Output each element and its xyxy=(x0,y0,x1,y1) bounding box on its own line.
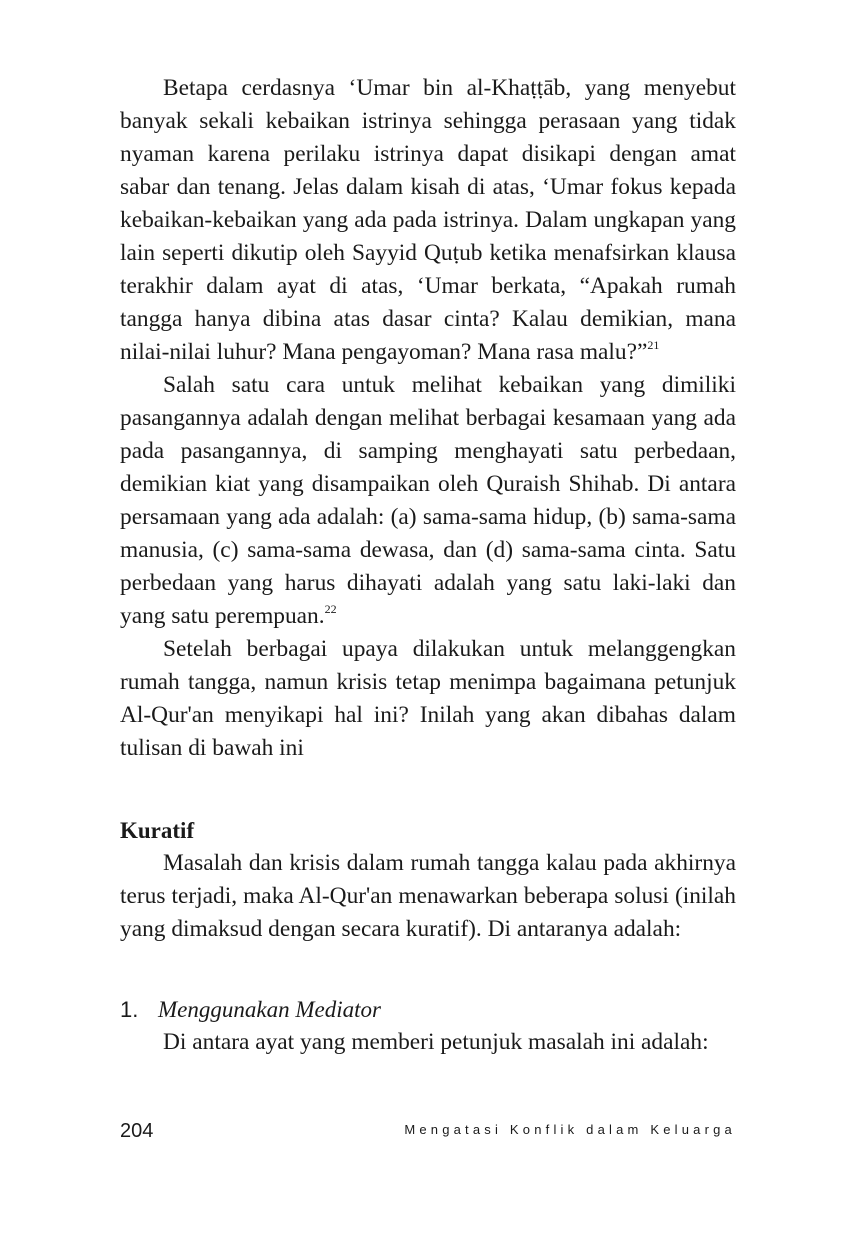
paragraph-kesamaan xyxy=(120,369,736,633)
page-footer xyxy=(120,1120,736,1150)
paragraph-krisis: Setelah berbagai upaya dilakukan untuk melanggengkan rumah tangga, namun krisis tetap menimpa bagaimana petunjuk Al-Qur'an menyikapi hal ini? Inilah yang akan dibahas dalam tulisan di bawah ini xyxy=(120,636,736,761)
list-item xyxy=(120,993,736,1026)
running-title: Mengatasi Konflik dalam Keluarga xyxy=(404,1122,736,1137)
page-number: 204 xyxy=(120,1120,154,1142)
paragraph-text: Salah satu cara untuk melihat kebaikan yang dimiliki pasangannya adalah dengan melihat berbagai kesamaan yang ada pada pasangannya, di samping menghayati satu perbedaan, demikian kiat yang disampaikan oleh Quraish Shihab. Di antara persamaan yang ada adalah: (a) sama-sama hidup, (b) sama-sama manusia, (c) sama-sama dewasa, dan (d) sama-sama cinta. Satu perbedaan yang harus dihayati adalah yang satu laki-laki dan yang satu perempuan. xyxy=(120,372,736,629)
paragraph-text: Betapa cerdasnya ‘Umar bin al-Khaṭṭāb, yang menyebut banyak sekali kebaikan istrinya sehingga perasaan yang tidak nyaman karena perilaku istrinya dapat disikapi dengan amat sabar dan tenang. Jelas dalam kisah di atas, ‘Umar fokus kepada kebaikan-kebaikan yang ada pada istrinya. Dalam ungkapan yang lain seperti dikutip oleh Sayyid Quṭub ketika menafsirkan klausa terakhir dalam ayat di atas, ‘Umar berkata, “Apakah rumah tangga hanya dibina atas dasar cinta? Kalau demikian, mana nilai-nilai luhur? Mana pengayoman? Mana rasa malu?” xyxy=(120,75,736,365)
list-item-text: Di antara ayat yang memberi petunjuk masalah ini adalah: xyxy=(163,1029,709,1055)
footnote-ref[interactable]: 21 xyxy=(647,338,660,352)
page-body xyxy=(120,72,736,1059)
section-heading: Kuratif xyxy=(120,818,195,843)
section-intro: Masalah dan krisis dalam rumah tangga kalau pada akhirnya terus terjadi, maka Al-Qur'an menawarkan beberapa solusi (inilah yang dimaksud dengan secara kuratif). Di antaranya adalah: xyxy=(120,850,736,942)
paragraph-umar xyxy=(120,72,736,369)
list-title: Menggunakan Mediator xyxy=(158,997,381,1022)
list-number: 1. xyxy=(120,997,139,1022)
footnote-ref[interactable]: 22 xyxy=(324,602,337,616)
